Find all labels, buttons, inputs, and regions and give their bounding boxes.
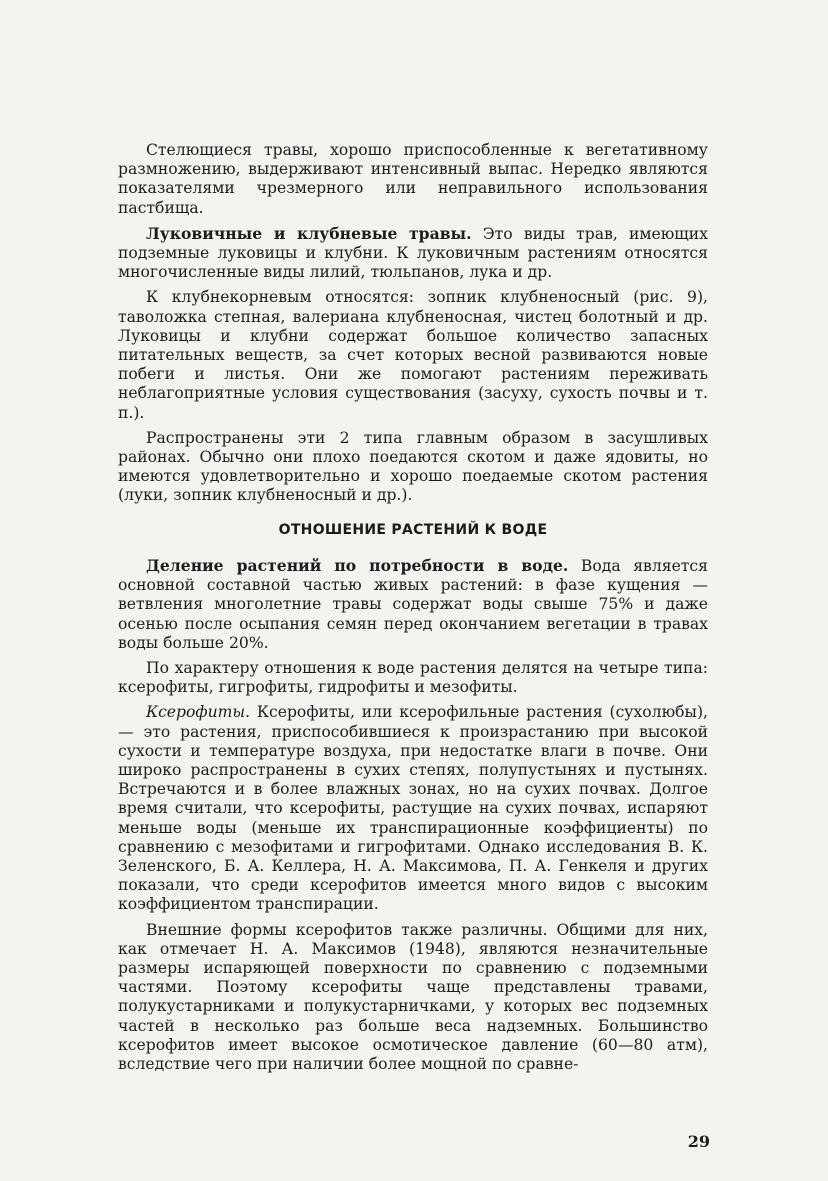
paragraph-four-types: По характеру отношения к воде растения делятся на четыре типа: ксерофиты, гигрофиты, гидрофиты и мезофиты. (118, 659, 708, 697)
paragraph-body: Это виды трав, имеющих подземные луковицы и клубни. К луковичным растениям относятся многочисленные виды лилий, тюльпанов, лука и др. (118, 224, 708, 282)
paragraph-body: Вода является основной составной частью живых растений: в фазе кущения — ветвления многолетние травы содержат воды свыше 75% и даже осенью после осыпания семян перед окончанием вегетации в травах воды больше 20%. (118, 557, 709, 652)
paragraph-lead-italic: Ксерофиты. (146, 703, 251, 722)
text-block-top (118, 141, 708, 506)
paragraph-lead-bold: Деление растений по потребности в воде. (146, 556, 569, 575)
paragraph-tuberous-roots: К клубнекорневым относятся: зопник клубненосный (рис. 9), таволожка степная, валериана клубненосная, чистец болотный и др. Луковицы и клубни содержат большое количество запасных питательных веществ, за счет которых весной развиваются новые побеги и листья. Они же помогают растениям переживать неблагоприятные условия существования (засуху, сухость почвы и т. п.). (118, 288, 708, 422)
paragraph-distribution: Распространены эти 2 типа главным образом в засушливых районах. Обычно они плохо поедаются скотом и даже ядовиты, но имеются удовлетворительно и хорошо поедаемые скотом растения (луки, зопник клубненосный и др.). (118, 428, 708, 505)
paragraph-body: Ксерофиты, или ксерофильные растения (сухолюбы), — это растения, приспособившиеся к произрастанию при высокой сухости и температуре воздуха, при недостатке влаги в почве. Они широко распространены в сухих степях, полупустынях и пустынях. Встречаются и в более влажных зонах, но на сухих почвах. Долгое время считали, что ксерофиты, растущие на сухих почвах, испаряют меньше воды (меньше их транспирационные коэффициенты) по сравнению с мезофитами и гигрофитами. Однако исследования В. К. Зеленского, Б. А. Келлера, Н. А. Максимова, П. А. Генкеля и других показали, что среди ксерофитов имеется много видов с высоким коэффициентом транспирации. (118, 703, 708, 914)
paragraph-xerophyte-forms: Внешние формы ксерофитов также различны. Общими для них, как отмечает Н. А. Максимов (1948), являются незначительные размеры испаряющей поверхности по сравнению с подземными частями. Поэтому ксерофиты чаще представлены травами, полукустарниками и полукустарничками, у которых вес подземных частей в несколько раз больше веса надземных. Большинство ксерофитов имеет высокое осмотическое давление (60—80 атм), вследствие чего при наличии более мощной по сравне- (118, 920, 708, 1074)
paragraph-bulbous-grasses (118, 224, 708, 283)
paragraph-water-needs (118, 556, 708, 653)
paragraph-creeping-grasses: Стелющиеся травы, хорошо приспособленные к вегетативному размножению, выдерживают интенсивный выпас. Нередко являются показателями чрезмерного или неправильного использования пастбища. (118, 141, 708, 217)
section-heading: ОТНОШЕНИЕ РАСТЕНИЙ К ВОДЕ (278, 522, 548, 538)
paragraph-xerophytes (118, 703, 708, 914)
page-number: 29 (687, 1132, 710, 1151)
paragraph-lead-bold: Луковичные и клубневые травы. (146, 223, 472, 243)
text-block-bottom (118, 556, 708, 1074)
